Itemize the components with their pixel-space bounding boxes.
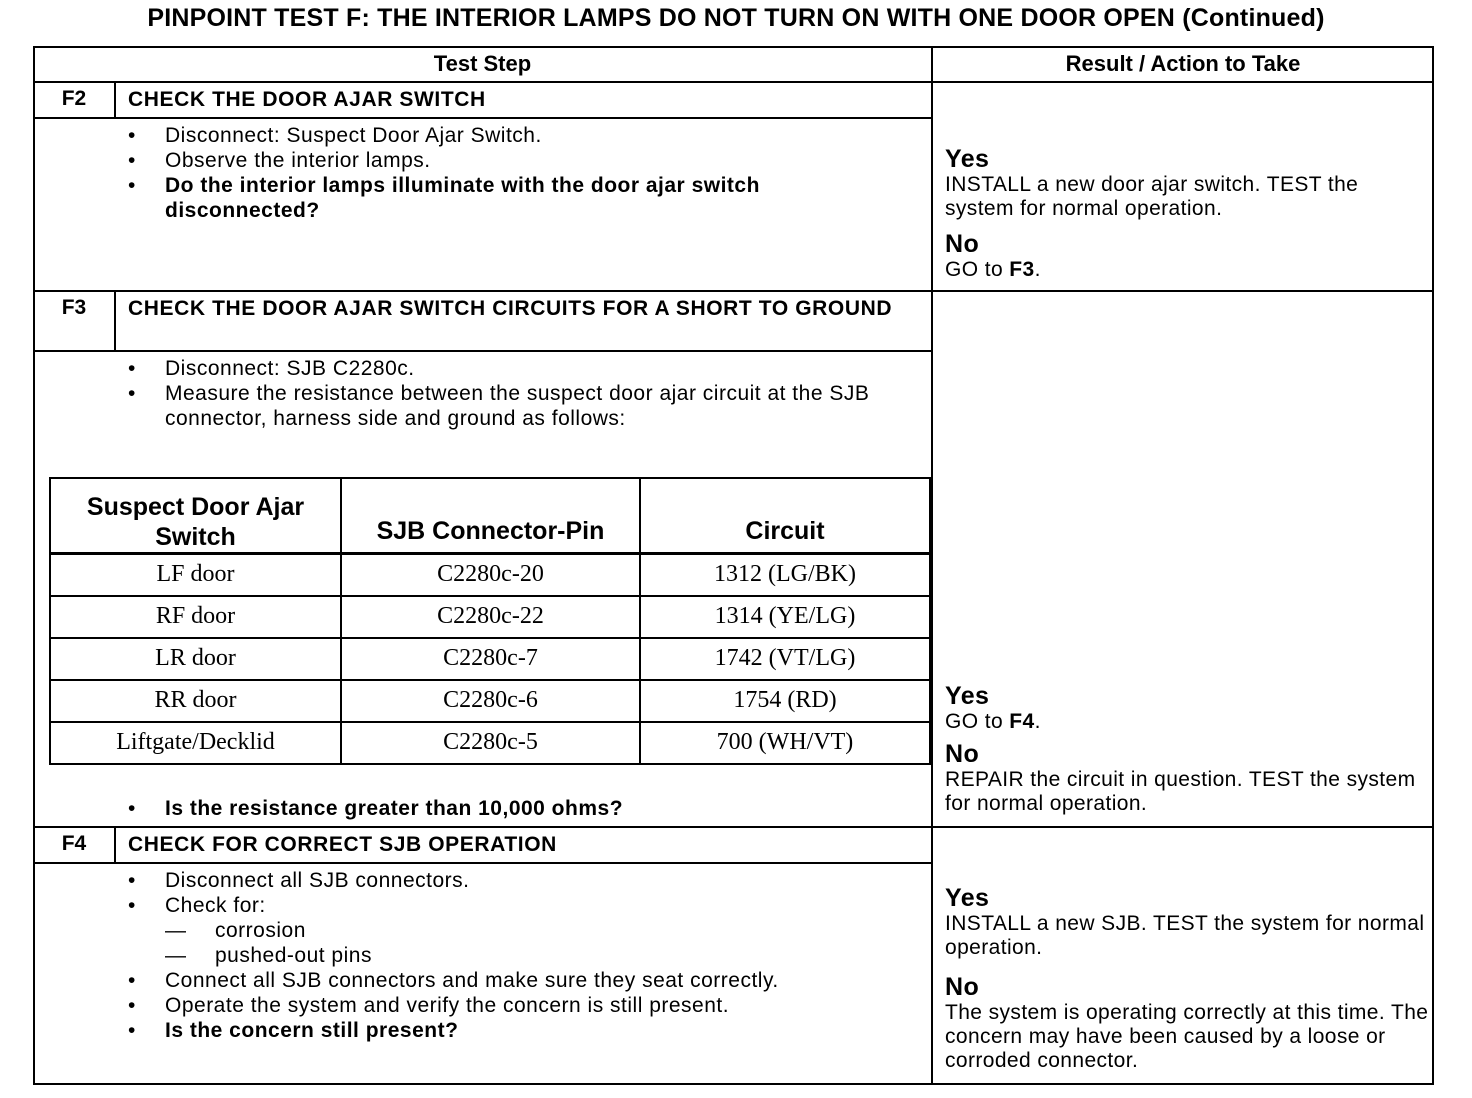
row-divider (33, 862, 932, 864)
step-f3-question (128, 796, 898, 821)
step-id-f3: F3 (61, 296, 87, 319)
table-cell: RF door (50, 596, 341, 638)
step-title-f2: CHECK THE DOOR AJAR SWITCH (128, 88, 486, 111)
header-test-step: Test Step (433, 51, 532, 76)
no-label: No (945, 230, 980, 258)
sub-item: — corrosion (165, 919, 306, 942)
row-divider (33, 117, 932, 119)
row-divider (33, 290, 1434, 292)
yes-action: GO to F4. (945, 710, 1041, 733)
table-row (50, 596, 930, 638)
column-divider (931, 46, 933, 1085)
yes-label: Yes (945, 682, 990, 710)
list-item: • Observe the interior lamps. (128, 149, 431, 172)
column-header: Suspect Door Ajar Switch (50, 478, 341, 553)
row-divider (33, 350, 932, 352)
step-f3-instructions (128, 356, 898, 431)
table-row (50, 680, 930, 722)
yes-action: INSTALL a new SJB. TEST the system for normal operation. (945, 912, 1425, 959)
list-item: • Is the concern still present? (128, 1019, 459, 1042)
table-cell: 700 (WH/VT) (640, 722, 930, 764)
no-label: No (945, 740, 980, 768)
table-cell: 1312 (LG/BK) (640, 553, 930, 596)
list-item: • Check for: (128, 894, 266, 917)
table-cell: C2280c-5 (341, 722, 640, 764)
sub-item: — pushed-out pins (165, 944, 372, 967)
row-divider (33, 826, 1434, 828)
table-row (50, 638, 930, 680)
list-item: • Disconnect: SJB C2280c. (128, 357, 415, 380)
step-title-f4: CHECK FOR CORRECT SJB OPERATION (128, 833, 557, 856)
table-row (50, 722, 930, 764)
list-item: • Do the interior lamps illuminate with the door ajar switch disconnected? (128, 174, 760, 222)
list-item: • Is the resistance greater than 10,000 ohms? (128, 797, 624, 820)
table-cell: LR door (50, 638, 341, 680)
step-id-f4: F4 (61, 832, 87, 855)
page-title: PINPOINT TEST F: THE INTERIOR LAMPS DO NOT TURN ON WITH ONE DOOR OPEN (Continued) (147, 4, 1325, 32)
connector-pin-table (49, 477, 931, 765)
list-item: • Disconnect all SJB connectors. (128, 869, 470, 892)
no-action: GO to F3. (945, 258, 1041, 281)
no-action: The system is operating correctly at this time. The concern may have been caused by a loose or corroded connector. (945, 1001, 1429, 1072)
result-f3 (945, 683, 1430, 816)
no-label: No (945, 973, 980, 1001)
list-item: • Measure the resistance between the suspect door ajar circuit at the SJB connector, harness side and ground as follows: (128, 382, 870, 430)
yes-action: INSTALL a new door ajar switch. TEST the system for normal operation. (945, 173, 1359, 220)
list-item: • Disconnect: Suspect Door Ajar Switch. (128, 124, 542, 147)
table-row (50, 553, 930, 596)
step-f4-instructions (128, 868, 898, 1043)
result-f4 (945, 885, 1430, 1073)
row-divider (33, 81, 1434, 83)
column-header: Circuit (640, 478, 930, 553)
step-f2-instructions (128, 123, 858, 223)
table-cell: Liftgate/Decklid (50, 722, 341, 764)
list-item: • Connect all SJB connectors and make sure they seat correctly. (128, 969, 779, 992)
table-cell: LF door (50, 553, 341, 596)
list-item: • Operate the system and verify the concern is still present. (128, 994, 730, 1017)
column-header: SJB Connector-Pin (341, 478, 640, 553)
table-cell: C2280c-22 (341, 596, 640, 638)
table-cell: 1754 (RD) (640, 680, 930, 722)
no-action: REPAIR the circuit in question. TEST the system for normal operation. (945, 768, 1416, 815)
table-cell: C2280c-7 (341, 638, 640, 680)
step-title-f3: CHECK THE DOOR AJAR SWITCH CIRCUITS FOR A SHORT TO GROUND (128, 297, 893, 320)
header-result: Result / Action to Take (1065, 51, 1301, 76)
step-id-f2: F2 (61, 87, 87, 110)
yes-label: Yes (945, 884, 990, 912)
yes-label: Yes (945, 145, 990, 173)
table-cell: RR door (50, 680, 341, 722)
table-cell: C2280c-20 (341, 553, 640, 596)
result-f2 (945, 146, 1430, 282)
table-cell: C2280c-6 (341, 680, 640, 722)
table-cell: 1314 (YE/LG) (640, 596, 930, 638)
table-cell: 1742 (VT/LG) (640, 638, 930, 680)
